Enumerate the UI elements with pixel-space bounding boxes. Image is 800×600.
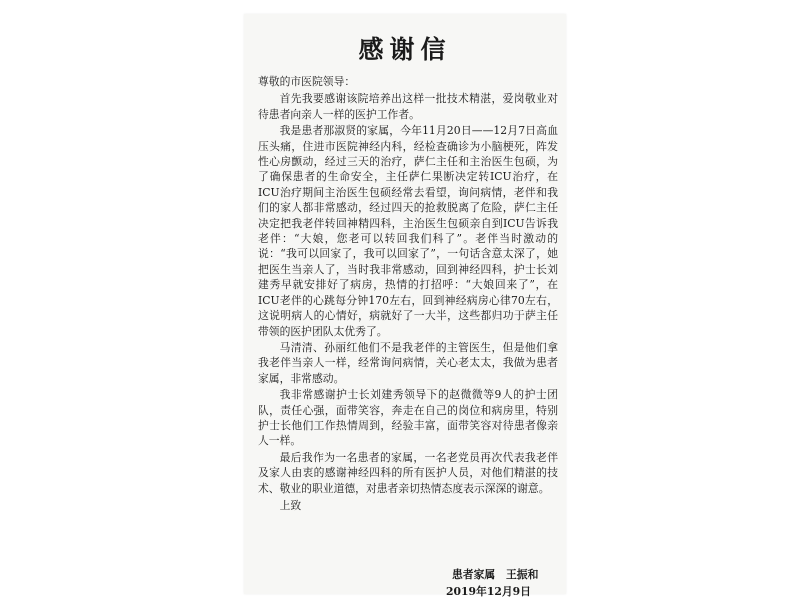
paragraph: 马清清、孙丽红他们不是我老伴的主管医生，但是他们拿我老伴当亲人一样，经常询问病情，关心老太太，我做为患者家属，非常感动。 xyxy=(258,340,558,385)
letter-title: 感谢信 xyxy=(358,35,452,64)
paragraph: 我非常感谢护士长刘建秀领导下的赵微微等9人的护士团队，责任心强，面带笑容，奔走在自己的岗位和病房里，特别护士长他们工作热情周到，经验丰富，面带笑容对待患者像亲人一样。 xyxy=(258,388,558,448)
paragraph: 我是患者那淑贤的家属，今年11月20日——12月7日高血压头痛，住进市医院神经内科，经检查确诊为小脑梗死，阵发性心房颤动，经过三天的治疗，萨仁主任和主治医生包硕，为了确保患者的生命安全，主任萨仁果断决定转ICU治疗，在ICU治疗期间主治医生包硕经常去看望，询问病情，老伴和我们的家人都非常感动，经过四天的抢救脱离了危险，萨仁主任决定把我老伴转回神精四科，主治医生包硕亲自到ICU告诉我老伴：“大娘，您老可以转回我们科了”。老伴当时激动的说：“我可以回家了，我可以回家了”，一句话含意太深了，她把医生当亲人了，当时我非常感动，回到神经四科，护士长刘建秀早就安排好了病房，热情的打招呼：“大娘回来了”，在ICU老伴的心跳每分钟170左右，回到神经病房心律70左右，这说明病人的心情好，病就好了一大半，这些都归功于萨主任带领的医护团队太优秀了。 xyxy=(258,124,558,338)
salutation: 尊敬的市医院领导： xyxy=(258,75,356,88)
letter-paper xyxy=(244,14,566,598)
closing-line: 上致 xyxy=(279,498,302,512)
paragraph: 首先我要感谢该院培养出这样一批技术精湛，爱岗敬业对待患者向亲人一样的医护工作者。 xyxy=(258,92,558,121)
letter-body xyxy=(258,74,558,514)
paragraph: 最后我作为一名患者的家属，一名老党员再次代表我老伴及家人由衷的感谢神经四科的所有医护人员，对他们精湛的技术、敬业的职业道德，对患者亲切热情态度表示深深的谢意。 xyxy=(258,450,558,495)
signature: 患者家属 王振和 xyxy=(452,568,539,581)
letter-date: 2019年12月9日 xyxy=(446,585,531,598)
signature-block xyxy=(446,566,562,600)
